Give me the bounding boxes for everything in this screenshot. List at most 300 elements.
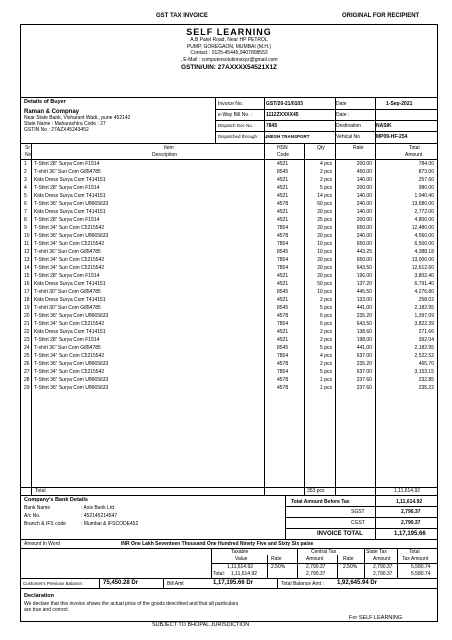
cell-rate: 138.60 [356, 329, 372, 335]
tax-col-central: Central Tax [311, 549, 337, 555]
tax-col-camt: Amount [306, 556, 324, 562]
authorised-signatory: For SELF LEARNING [349, 615, 403, 621]
cell-sr: 16 [24, 281, 30, 287]
cell-rate: 140.00 [356, 193, 372, 199]
cell-rate: 643.50 [356, 265, 372, 271]
account-no: : 452145214547 [81, 513, 118, 519]
cell-qty: 20 pcs [317, 265, 332, 271]
cell-hsn: 4521 [277, 193, 289, 199]
cell-amount: 2,182.95 [414, 345, 434, 351]
seller-email: , E-Mail : computersolutionsxyz@gmail.com [180, 56, 278, 63]
cell-rate: 200.00 [356, 161, 372, 167]
previous-balance-label: Customer's Previous Balance : [23, 581, 85, 586]
cell-amount: 13,000.00 [411, 257, 434, 263]
cgst-label: CGST [351, 520, 365, 526]
table-row [21, 208, 437, 216]
buyer-details [24, 99, 214, 133]
cell-hsn: 8545 [277, 249, 289, 255]
cell-rate: 650.00 [356, 225, 372, 231]
table-row [21, 304, 437, 312]
seller-name: SELF LEARNING [186, 27, 272, 37]
invoice-row-3 [216, 121, 437, 131]
cell-amount: 873.00 [418, 169, 434, 175]
table-row [21, 160, 437, 168]
cell-sr: 14 [24, 265, 30, 271]
tax-col-taxable: Taxable [231, 549, 249, 555]
cell-description: Kids Dress Surya Com T414151 [34, 209, 106, 215]
cell-rate: 445.50 [356, 289, 372, 295]
table-row [21, 248, 437, 256]
divider [21, 539, 437, 540]
cell-rate: 450.00 [356, 169, 372, 175]
cell-hsn: 8545 [277, 345, 289, 351]
bank-name: : Axis Bank Ltd [81, 505, 115, 511]
cell-sr: 18 [24, 297, 30, 303]
cell-qty: 2 pcs [320, 337, 332, 343]
cell-amount: 4,560.00 [414, 233, 434, 239]
buyer-gstin: GSTIN No : 27AZX45243452 [24, 127, 89, 133]
invoice-type: GST TAX INVOICE [156, 13, 208, 19]
cell-description: T-Shirt 28" Surya Com F1514 [34, 273, 100, 279]
col-total: Total [409, 145, 420, 151]
col-rate: Rate [353, 145, 364, 151]
cell-sr: 2 [24, 169, 27, 175]
tax-r2-camt: 2,790.37 [306, 571, 326, 577]
cell-rate: 235.20 [356, 313, 372, 319]
cell-description: T-Shirt 28" Surya Com F1514 [34, 161, 100, 167]
table-row [21, 368, 437, 376]
col-sr-2: No [25, 152, 32, 158]
cell-rate: 650.00 [356, 241, 372, 247]
divider [21, 588, 437, 589]
divider [375, 495, 376, 539]
cell-amount: 12,480.00 [411, 225, 434, 231]
cgst-amount: 2,790.37 [401, 520, 421, 526]
cell-hsn: 4521 [277, 185, 289, 191]
cell-qty: 2 pcs [320, 361, 332, 367]
cell-qty: 2 pcs [320, 297, 332, 303]
cell-amount: 12,612.60 [411, 265, 434, 271]
table-row [21, 216, 437, 224]
tax-col-samt: Amount [373, 556, 391, 562]
cell-description: T-Shirt 36" Surya Com U8665633 [34, 201, 109, 207]
cell-hsn: 4521 [277, 209, 289, 215]
table-row [21, 280, 437, 288]
cell-description: T-Shirt 34" Sun Com C5215542 [34, 241, 105, 247]
cell-qty: 60 pcs [317, 201, 332, 207]
cell-hsn: 4578 [277, 313, 289, 319]
cell-rate: 133.00 [356, 297, 372, 303]
cell-rate: 237.60 [356, 377, 372, 383]
cell-rate: 200.00 [356, 217, 372, 223]
cell-sr: 15 [24, 273, 30, 279]
cell-description: T-shirt 30" Sun Com G854785 [34, 305, 101, 311]
cell-hsn: 4521 [277, 337, 289, 343]
table-row [21, 384, 437, 392]
cell-sr: 9 [24, 225, 27, 231]
tax-r2-samt: 2,790.37 [373, 571, 393, 577]
table-row [21, 296, 437, 304]
eway-no: 1112ZXXXX45 [266, 112, 299, 118]
seller-address-1: A.B Patel Road, Near HP PETROL [190, 37, 268, 43]
declaration-text-2: are true and correct. [24, 607, 70, 613]
table-row [21, 376, 437, 384]
buyer-address: Near State Bank, Visharant Wadi,, pune 452142 [24, 115, 131, 121]
cell-amount: 2,522.52 [414, 353, 434, 359]
table-row [21, 320, 437, 328]
cell-amount: 6,500.00 [414, 241, 434, 247]
cell-rate: 643.50 [356, 321, 372, 327]
copy-type: ORIGINAL FOR RECIPIENT [342, 13, 420, 19]
cell-qty: 20 pcs [317, 273, 332, 279]
cell-sr: 1 [24, 161, 27, 167]
cell-amount: 392.04 [418, 337, 434, 343]
cell-qty: 20 pcs [317, 257, 332, 263]
cell-qty: 14 pcs [317, 193, 332, 199]
divider [277, 578, 278, 588]
cell-rate: 441.00 [356, 305, 372, 311]
divider [264, 97, 265, 143]
cell-rate: 137.20 [356, 281, 372, 287]
tax-col-state: State Tax [366, 549, 387, 555]
bank-heading: Company's Bank Details [24, 497, 88, 503]
cell-amount: 1,397.09 [414, 313, 434, 319]
seller-gstin: GSTIN/UIN: 27AXXXX54521X1Z [180, 64, 278, 72]
cell-qty: 20 pcs [317, 225, 332, 231]
cell-sr: 27 [24, 369, 30, 375]
cell-qty: 10 pcs [317, 289, 332, 295]
cell-hsn: 7854 [277, 321, 289, 327]
cell-rate: 240.00 [356, 201, 372, 207]
total-amount: 1,11,614.92 [394, 488, 421, 494]
invoice-row-1 [216, 99, 437, 109]
cell-description: Kids Dress Surya Com T414151 [34, 177, 106, 183]
vehicle-no: MP09-HF-254 [376, 134, 408, 140]
invoice-page [20, 10, 438, 632]
destination: NASIK [376, 123, 392, 129]
divider [21, 487, 437, 488]
cell-description: T-shirt 36" Sun Com G854785 [34, 345, 101, 351]
cell-amount: 257.60 [418, 177, 434, 183]
cell-qty: 2 pcs [320, 169, 332, 175]
cell-description: T-Shirt 28" Surya Com F1514 [34, 337, 100, 343]
divider [21, 578, 437, 579]
table-row [21, 200, 437, 208]
cell-sr: 29 [24, 385, 30, 391]
tax-col-value: Value [235, 556, 248, 562]
tax-r1-total: 5,580.74 [411, 564, 431, 570]
divider [285, 528, 437, 529]
invoice-date: 1-Sep-2021 [386, 101, 413, 107]
branch-label: Branch & IFS code [24, 521, 66, 527]
cell-amount: 6,791.40 [414, 281, 434, 287]
col-hsn: HSN [277, 145, 288, 151]
jurisdiction-footer: SUBJECT TO BHOPAL JURISDICTION [152, 622, 250, 628]
cell-amount: 3,802.40 [414, 273, 434, 279]
eway-date-label: Date : [336, 112, 350, 118]
cell-sr: 7 [24, 209, 27, 215]
cell-sr: 26 [24, 361, 30, 367]
cell-qty: 1 pcs [320, 377, 332, 383]
cell-hsn: 4521 [277, 273, 289, 279]
col-hsn-code: Code [277, 152, 289, 158]
sgst-amount: 2,790.37 [401, 509, 421, 515]
tax-col-srate: Rate [343, 556, 354, 562]
table-row [21, 288, 437, 296]
amount-in-words-label: Amount In Word [24, 541, 61, 547]
divider [163, 578, 164, 588]
cell-amount: 4,276.80 [414, 289, 434, 295]
cell-hsn: 4578 [277, 377, 289, 383]
cell-sr: 12 [24, 249, 30, 255]
cell-qty: 2 pcs [320, 329, 332, 335]
tax-r1-crate: 2.50% [271, 564, 286, 570]
cell-hsn: 4521 [277, 217, 289, 223]
vehicle-label: Vehical No [336, 134, 360, 140]
cell-sr: 20 [24, 313, 30, 319]
tax-r2-value: 1,11,614.92 [231, 571, 258, 577]
cell-rate: 650.00 [356, 257, 372, 263]
cell-hsn: 4521 [277, 297, 289, 303]
cell-amount: 1,940.40 [414, 193, 434, 199]
divider [267, 555, 268, 578]
cell-qty: 4 pcs [320, 353, 332, 359]
cell-amount: 232.85 [418, 377, 434, 383]
cell-hsn: 7854 [277, 369, 289, 375]
cell-hsn: 7854 [277, 241, 289, 247]
top-line [20, 10, 438, 22]
cell-rate: 240.00 [356, 233, 372, 239]
divider [211, 548, 212, 578]
cell-rate: 637.00 [356, 369, 372, 375]
dispatched-label: Dispatched through : [218, 134, 260, 139]
cell-description: T-shirt 30" Sun Com G854785 [34, 289, 101, 295]
cell-rate: 637.00 [356, 353, 372, 359]
cell-qty: 6 pcs [320, 321, 332, 327]
cell-description: T-Shirt 34" Sun Com C5215542 [34, 369, 105, 375]
cell-amount: 13,680.00 [411, 201, 434, 207]
col-qty: Qty [317, 145, 325, 151]
cell-hsn: 8545 [277, 305, 289, 311]
cell-hsn: 7854 [277, 225, 289, 231]
table-row [21, 224, 437, 232]
divider [297, 548, 298, 578]
table-row [21, 184, 437, 192]
cell-sr: 5 [24, 193, 27, 199]
cell-sr: 17 [24, 289, 30, 295]
divider [397, 548, 398, 578]
cell-hsn: 4578 [277, 201, 289, 207]
destination-label: Destination [336, 123, 362, 129]
cell-hsn: 8545 [277, 289, 289, 295]
table-row [21, 192, 437, 200]
col-description: Description [152, 152, 178, 158]
cell-rate: 235.20 [356, 361, 372, 367]
invoice-no: GST/20-21/0103 [266, 101, 303, 107]
cell-qty: 5 pcs [320, 345, 332, 351]
branch-ifsc: : Mumbai & IFSCODE452 [81, 521, 139, 527]
table-row [21, 328, 437, 336]
cell-description: T-Shirt 34" Sun Com C5215542 [34, 353, 105, 359]
total-balance: 1,92,645.94 Dr [337, 580, 378, 586]
before-tax-label: Total Amount Before Tax [291, 499, 350, 505]
tax-r1-srate: 2.50% [343, 564, 358, 570]
cell-description: T-Shirt 36" Surya Com U8665633 [34, 361, 109, 367]
amount-in-words: INR One Lakh Seventeen Thousand One Hundred Ninety Five and Sixty Six paise [121, 541, 314, 547]
date-label: Date [336, 101, 347, 107]
cell-amount: 235.22 [418, 385, 434, 391]
previous-balance: 75,450.28 Dr [103, 580, 139, 586]
cell-qty: 10 pcs [317, 241, 332, 247]
cell-hsn: 7854 [277, 265, 289, 271]
seller-address-2: PUMP, GOREGAON, MUMBAI (M.H.) [186, 43, 272, 50]
cell-hsn: 8545 [277, 169, 289, 175]
cell-description: T-Shirt 28" Surya Com F1514 [34, 217, 100, 223]
cell-amount: 2,182.95 [414, 305, 434, 311]
cell-hsn: 4521 [277, 329, 289, 335]
total-balance-label: Total Balance Amt : [281, 581, 324, 587]
cell-qty: 4 pcs [320, 161, 332, 167]
cell-hsn: 7854 [277, 353, 289, 359]
divider [285, 506, 437, 507]
tax-col-crate: Rate [271, 556, 282, 562]
table-row [21, 256, 437, 264]
cell-description: T-Shirt 34" Sun Com C5215542 [34, 321, 105, 327]
divider [285, 517, 437, 518]
cell-description: T-Shirt 34" Sun Com C5215542 [34, 257, 105, 263]
cell-hsn: 4521 [277, 281, 289, 287]
cell-amount: 2,772.00 [414, 209, 434, 215]
declaration-heading: Declaration [24, 593, 54, 599]
cell-sr: 4 [24, 185, 27, 191]
cell-amount: 784.00 [418, 161, 434, 167]
dispatch-doc-label: Dispatch Doc No. : [218, 123, 256, 128]
buyer-heading: Details of Buyer [24, 99, 66, 105]
cell-qty: 1 pcs [320, 385, 332, 391]
table-row [21, 168, 437, 176]
cell-hsn: 4521 [277, 177, 289, 183]
dispatch-doc-no: 7845 [266, 123, 278, 129]
cell-hsn: 4578 [277, 361, 289, 367]
cell-amount: 3,153.15 [414, 369, 434, 375]
cell-sr: 6 [24, 201, 27, 207]
cell-rate: 200.00 [356, 185, 372, 191]
declaration-text-1: We declare that this invoice shows the actual price of the goods described and that all particulars [24, 601, 239, 607]
cell-qty: 5 pcs [320, 185, 332, 191]
invoice-row-2 [216, 110, 437, 120]
divider [337, 555, 338, 578]
cell-description: T-Shirt 34" Sun Com C5215542 [34, 265, 105, 271]
cell-amount: 465.70 [418, 361, 434, 367]
cell-rate: 443.25 [356, 249, 372, 255]
cell-description: T-shirt 36" Sun Com G854785 [34, 169, 101, 175]
table-row [21, 344, 437, 352]
cell-sr: 28 [24, 377, 30, 383]
table-row [21, 360, 437, 368]
cell-sr: 13 [24, 257, 30, 263]
cell-description: T-Shirt 36" Surya Com U8665633 [34, 313, 109, 319]
seller-contact: Contact : 0125-45445,9407808553 [190, 50, 268, 57]
divider [364, 548, 365, 578]
cell-qty: 50 pcs [317, 281, 332, 287]
cell-sr: 3 [24, 177, 27, 183]
table-row [21, 312, 437, 320]
invoice-frame [20, 24, 438, 622]
col-amount: Amount [405, 152, 423, 158]
cell-amount: 4,800.00 [414, 217, 434, 223]
cell-sr: 19 [24, 305, 30, 311]
cell-sr: 21 [24, 321, 30, 327]
table-row [21, 232, 437, 240]
eway-label: e-Way Bill No. : [218, 112, 253, 118]
cell-description: T-shirt 36" Sun Com G854785 [34, 249, 101, 255]
cell-sr: 23 [24, 337, 30, 343]
cell-amount: 4,388.18 [414, 249, 434, 255]
divider [335, 97, 336, 143]
cell-description: Kids Dress Surya Com T414151 [34, 297, 106, 303]
cell-qty: 5 pcs [320, 305, 332, 311]
buyer-state: State Name : Maharashtra Code : 27 [24, 121, 106, 127]
cell-sr: 11 [24, 241, 30, 247]
col-sr: Sr [25, 145, 30, 151]
table-row [21, 352, 437, 360]
cell-sr: 25 [24, 353, 30, 359]
table-row [21, 272, 437, 280]
cell-description: T-Shirt 36" Surya Com U8665633 [34, 233, 109, 239]
cell-description: T-Shirt 36" Surya Com U8665633 [34, 377, 109, 383]
cell-description: T-Shirt 36" Surya Com U8665633 [34, 385, 109, 391]
divider [99, 578, 100, 588]
cell-amount: 271.66 [418, 329, 434, 335]
table-row [21, 176, 437, 184]
col-item: Item [164, 145, 174, 151]
cell-qty: 10 pcs [317, 249, 332, 255]
cell-amount: 980.00 [418, 185, 434, 191]
cell-rate: 237.60 [356, 385, 372, 391]
tax-r1-value: 1,11,614.92 [227, 564, 254, 570]
sgst-label: SGST [351, 509, 365, 515]
cell-amount: 258.02 [418, 297, 434, 303]
total-label: Total [35, 488, 46, 494]
before-tax-amount: 1,11,614.92 [396, 499, 423, 505]
cell-qty: 5 pcs [320, 369, 332, 375]
cell-hsn: 7854 [277, 257, 289, 263]
cell-sr: 24 [24, 345, 30, 351]
cell-sr: 22 [24, 329, 30, 335]
divider [375, 97, 376, 143]
invoice-no-label: Invoice No. [218, 101, 244, 107]
cell-rate: 140.00 [356, 177, 372, 183]
seller-header [21, 25, 437, 95]
cell-qty: 2 pcs [320, 177, 332, 183]
cell-description: Kids Dress Surya Com T414151 [34, 281, 106, 287]
cell-qty: 20 pcs [317, 209, 332, 215]
account-label: A/c No. [24, 513, 41, 519]
tax-r1-camt: 2,790.37 [306, 564, 326, 570]
total-qty: 353 pcs [307, 488, 325, 494]
invoice-total-label: INVOICE TOTAL [317, 531, 363, 537]
cell-description: T-Shirt 28" Surya Com F1514 [34, 185, 100, 191]
dispatched-through: UMESH TRANSPORT [264, 134, 310, 139]
cell-description: T-Shirt 34" Sun Com C5215542 [34, 225, 105, 231]
tax-col-taxamt: Tax Amount [402, 556, 429, 562]
buyer-name: Raman & Compnay [24, 109, 80, 115]
cell-qty: 6 pcs [320, 313, 332, 319]
cell-rate: 140.00 [356, 209, 372, 215]
cell-hsn: 4578 [277, 385, 289, 391]
bill-amount-label: Bill Amt [167, 581, 184, 587]
tax-r2-total: 5,580.74 [411, 571, 431, 577]
